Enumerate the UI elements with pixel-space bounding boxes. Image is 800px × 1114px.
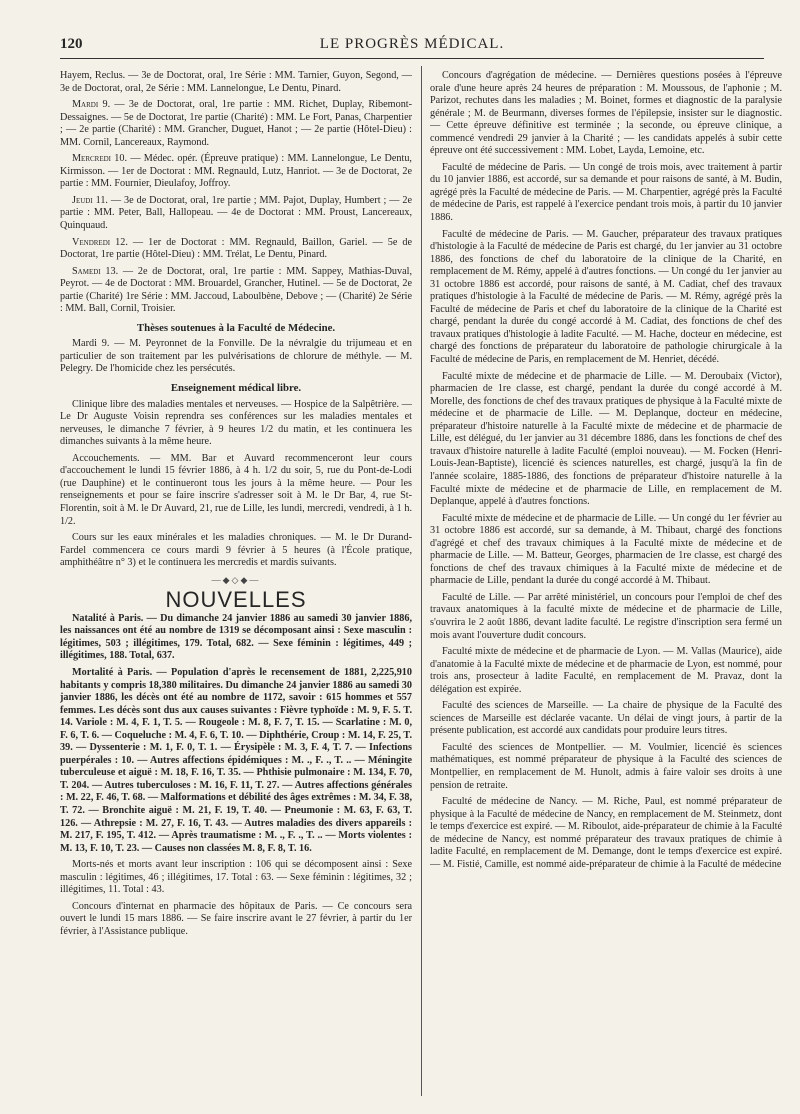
nouvelles-block [60, 613, 412, 855]
nouvelles-paragraph: Mortalité à Paris. — Population d'après le recensement de 1881, 2,225,910 habitants y compris 18,380 militaires. Du dimanche 24 janvier 1886 au samedi 30 janvier 1886, les décès ont été au nombre de 1172, savoir : 615 hommes et 557 femmes. Les décès sont dus aux causes suivantes : Fièvre typhoïde : M. 9, F. 5. T. 14. Variole : M. 4, F. 1, T. 5. — Rougeole : M. 8, F. 7, T. 15. — Scarlatine : M. 0, F. 6, T. 6. — Coqueluche : M. 4, F. 6, T. 10. — Diphthérie, Croup : M. 14, F. 25, T. 39. — Dyssenterie : M. 1, F. 0, T. 1. — Érysipèle : M. 3, F. 4, T. 7. — Infections puerpérales : 10. — Autres affections épidémiques : M. ., F. ., T. .. — Méningite tuberculeuse et aiguë : M. 18, F. 16, T. 35. — Phthisie pulmonaire : M. 134, F. 70, T. 204. — Autres tuberculoses : M. 16, F. 11, T. 27. — Autres affections générales : M. 22, F. 46, T. 68. — Malformations et débilité des âges extrêmes : M. 34, F. 38, T. 72. — Bronchite aiguë : M. 21, F. 19, T. 40. — Pneumonie : M. 63, F. 63, T. 126. — Athrepsie : M. 27, F. 16, T. 43. — Autres maladies des divers appareils : M. 217, F. 195, T. 412. — Après traumatisme : M. ., F. ., T. .. — Morts violentes : M. 13, F. 10, T. 23. — Causes non classées M. 8, F. 8, T. 16. [60, 666, 412, 854]
news-paragraph: Faculté des sciences de Marseille. — La chaire de physique de la Faculté des sciences de Marseille est déclarée vacante. Un délai de vingt jours, à partir de la présente publication, est accordé aux candidats pour produire leurs titres. [430, 700, 782, 737]
nouvelles-heading: NOUVELLES [165, 587, 307, 613]
nouvelles-paragraph: Natalité à Paris. — Du dimanche 24 janvier 1886 au samedi 30 janvier 1886, les naissances ont été au nombre de 1319 se décomposant ainsi : Sexe masculin : légitimes, 503 ; illégitimes, 179. Total, 682. — Sexe féminin : légitimes, 449 ; illégitimes, 188. Total, 637. [60, 612, 412, 662]
news-paragraph: Faculté mixte de médecine et de pharmacie de Lyon. — M. Vallas (Maurice), aide d'anatomie à la Faculté mixte de médecine et de pharmacie de Lyon, est nommé, pour trois ans, prosecteur à ladite Faculté, en remplacement de M. Pravaz, dont la délégation est expirée. [430, 646, 782, 695]
page-header [60, 36, 764, 59]
news-paragraph: Faculté de médecine de Nancy. — M. Riche, Paul, est nommé préparateur de physique à la Faculté de médecine de Nancy, en remplacement de M. Steinmetz, dont le temps d'exercice est expiré. — M. Riboulot, aide-préparateur de chimie à la Faculté de médecine de Nancy, est nommé préparateur des travaux pratiques de chimie à ladite Faculté, en remplacement de M. Demange, dont le temps d'exercice est expiré. — M. Fistié, Camille, est nommé aide-préparateur de chimie à la Faculté de médecine [430, 796, 782, 870]
column-rule [421, 66, 422, 1096]
right-column [430, 70, 782, 1095]
page-number: 120 [60, 36, 83, 52]
running-head: LE PROGRÈS MÉDICAL. [319, 36, 505, 52]
news-paragraph: Faculté mixte de médecine et de pharmacie de Lille. — M. Deroubaix (Victor), pharmacien de 1re classe, est chargé, pendant la durée du congé accordé à M. Morelle, des fonctions de chef des travaux pratiques de physique à la Faculté mixte de médecine et de pharmacie de Lille. — M. Deplanque, docteur en médecine, préparateur d'histoire naturelle à la Faculté mixte de médecine et de pharmacie de Lille, est délégué, du 1er janvier au 31 décembre 1886, dans les fonctions de chef des travaux d'histoire naturelle à ladite Faculté (emploi nouveau). — M. Focken (Henri-Louis-Jean-Baptiste), licencié ès sciences naturelles, est chargé, jusqu'à la fin de l'année scolaire, 1885-1886, des fonctions de préparateur d'histoire naturelle à la Faculté mixte de médecine et de pharmacie de Lille, en remplacement de M. Deplanque, appelé à d'autres fonctions. [430, 370, 782, 508]
ornament-divider: —◆◇◆— [211, 574, 261, 585]
agenda-entry: Hayem, Reclus. — 3e de Doctorat, oral, 1re Série : MM. Tarnier, Guyon, Segond, — 3e de Doctorat, oral, 2e Série : MM. Lannelongue, Le Dentu, Pinard. [60, 70, 412, 94]
agenda-entry: Vendredi 12. — 1er de Doctorat : MM. Regnauld, Baillon, Gariel. — 5e de Doctorat, 1re partie (Hôtel-Dieu) : MM. Trélat, Le Dentu, Pinard. [60, 236, 412, 261]
news-paragraph: Faculté de médecine de Paris. — Un congé de trois mois, avec traitement à partir du 10 janvier 1886, est accordé, sur sa demande et pour raisons de santé, à M. Budin, agrégé près la Faculté de médecine de Paris. — M. Charpentier, agrégé près la Faculté de médecine de Paris, est rappelé à l'exercice pendant trois mois, à partir du 10 janvier 1886. [430, 161, 782, 224]
nouvelles-paragraph: Morts-nés et morts avant leur inscription : 106 qui se décomposent ainsi : Sexe masculin : légitimes, 46 ; illégitimes, 17. Total : 63. — Sexe féminin : légitimes, 32 ; illégitimes, 11. Total : 43. [60, 859, 412, 896]
libre-paragraph: Clinique libre des maladies mentales et nerveuses. — Hospice de la Salpêtrière. — Le Dr Auguste Voisin reprendra ses conférences sur les maladies mentales et nerveuses, le dimanche 7 février, à 9 heures 1/2 du matin, et les continuera les dimanches suivants à la même heure. [60, 398, 412, 448]
libre-paragraph: Cours sur les eaux minérales et les maladies chroniques. — M. le Dr Durand-Fardel commencera ce cours mardi 9 février à 5 heures (à l'École pratique, amphithéâtre n° 3) et le continuera les mercredis et mardis suivants. [60, 532, 412, 569]
theses-text: Mardi 9. — M. Peyronnet de la Fonville. De la névralgie du trijumeau et en particulier de son traitement par les pulvérisations de chlorure de méthyle. — M. Pelegry. De l'homicide chez les persécutés. [60, 338, 412, 375]
libre-paragraph: Accouchements. — MM. Bar et Auvard recommenceront leur cours d'accouchement le lundi 15 février 1886, à 4 h. 1/2 du soir, 5, rue du Pont-de-Lodi (rue Dauphine) et le continueront tous les jours à la même heure. — Pour les renseignements et pour se faire inscrire s'adresser soit à M. le Dr Bar, 4, rue St-Florentin, soit à M. le Dr Auvard, 21, rue de Lille, les lundi, mercredi, vendredi, à 1 h. 1/2. [60, 452, 412, 527]
agenda-entry: Mercredi 10. — Médec. opér. (Épreuve pratique) : MM. Lannelongue, Le Dentu, Kirmisson. — 1er de Doctorat : MM. Regnauld, Lutz, Hanriot. — 3e de Doctorat, 2e partie : MM. Fournier, Dieulafoy, Joffroy. [60, 153, 412, 190]
agenda-entry: Samedi 13. — 2e de Doctorat, oral, 1re partie : MM. Sappey, Mathias-Duval, Peyrot. — 4e de Doctorat : MM. Brouardel, Grancher, Hutinel. — 5e de Doctorat, 2e partie (Charité) 1re Série : MM. Jaccoud, Laboulbène, Debove ; — (Charité) 2e Série : MM. Ball, Cornil, Troisier. [60, 265, 412, 315]
agenda-entry: Jeudi 11. — 3e de Doctorat, oral, 1re partie ; MM. Pajot, Duplay, Humbert ; — 2e partie : MM. Peter, Ball, Hallopeau. — 4e de Doctorat : MM. Proust, Lancereaux, Quinquaud. [60, 194, 412, 232]
nouvelles-paragraph: Concours d'internat en pharmacie des hôpitaux de Paris. — Ce concours sera ouvert le lundi 15 mars 1886. — Se faire inscrire avant le 27 février, à partir du 1er février, à l'Assistance publique. [60, 900, 412, 937]
news-paragraph: Faculté de Lille. — Par arrêté ministériel, un concours pour l'emploi de chef des travaux anatomiques à la faculté mixte de médecine et de pharmacie de Lille, s'ouvrira le 2 août 1886, devant ladite faculté. Le registre d'inscription sera fermé un mois avant l'ouverture dudit concours. [430, 591, 782, 641]
news-paragraph: Faculté de médecine de Paris. — M. Gaucher, préparateur des travaux pratiques d'histologie à la Faculté de médecine de Paris est chargé, du 1er janvier au 31 octobre 1886, des fonctions de chef du laboratoire de la clinique de la Charité, en remplacement de M. Rémy, appelé à d'autres fonctions. — Un congé du 1er janvier au 31 octobre 1886 est accordé, pour raisons de santé, à M. Cadiat, chef des travaux pratiques d'histologie à la Faculté de médecine de Paris. — M. Rémy, agrégé près la Faculté de médecine de Paris et chef du laboratoire de la clinique de la Charité est chargé, pendant la durée du congé accordé à M. Cadiat, des fonctions de chef des travaux pratiques d'histologie à ladite Faculté. — M. Hache, docteur en médecine, est chargé des fonctions de préparateur du laboratoire de pathologie chirurgicale à la Faculté de médecine de Paris, en remplacement de M. Henriet, décédé. [430, 228, 782, 366]
news-paragraph: Concours d'agrégation de médecine. — Dernières questions posées à l'épreuve orale d'une heure après 24 heures de préparation : M. Moussous, de l'aphonie ; M. Parizot, rechutes dans les maladies ; M. Boinet, formes et diagnostic de la paralysie générale ; M. de Beurmann, diverses formes de l'épilepsie, insister sur le diagnostic. — Cette épreuve définitive est terminée ; la seconde, ou épreuve clinique, a commencé vendredi 29 janvier à la Charité ; — les candidats appelés à subir cette épreuve ont été successivement : MM. Lobet, Layda, Lemoine, etc. [430, 70, 782, 157]
theses-heading: Thèses soutenues à la Faculté de Médecine. [136, 321, 336, 334]
left-column [60, 70, 412, 1095]
exam-agenda [60, 70, 412, 316]
agenda-entry: Mardi 9. — 3e de Doctorat, oral, 1re partie : MM. Richet, Duplay, Ribemont-Dessaignes. — 5e de Doctorat, 1re partie (Charité) : MM. Le Fort, Panas, Charpentier ; — 2e partie (Charité) : MM. Grancher, Duguet, Hanot ; — 2e partie (Hôtel-Dieu) : MM. Cornil, Lancereaux, Raymond. [60, 99, 412, 148]
news-paragraph: Faculté des sciences de Montpellier. — M. Voulmier, licencié ès sciences mathématiques, est nommé préparateur de physique à la Faculté des sciences de Montpellier, en remplacement de M. Hunolt, admis à faire valoir ses droits à une pension de retraite. [430, 741, 782, 791]
news-paragraph: Faculté mixte de médecine et de pharmacie de Lille. — Un congé du 1er février au 31 octobre 1886 est accordé, sur sa demande, à M. Thibaut, chargé des fonctions d'agrégé et chef des travaux chimiques à la Faculté mixte de médecine et de pharmacie de Lille. — M. Batteur, Georges, pharmacien de 1re classe, est chargé des fonctions de chef des travaux chimiques à la Faculté mixte de médecine et de pharmacie de Lille, pendant la durée du congé accordé à M. Thibaut. [430, 512, 782, 587]
libre-heading: Enseignement médical libre. [170, 382, 302, 395]
